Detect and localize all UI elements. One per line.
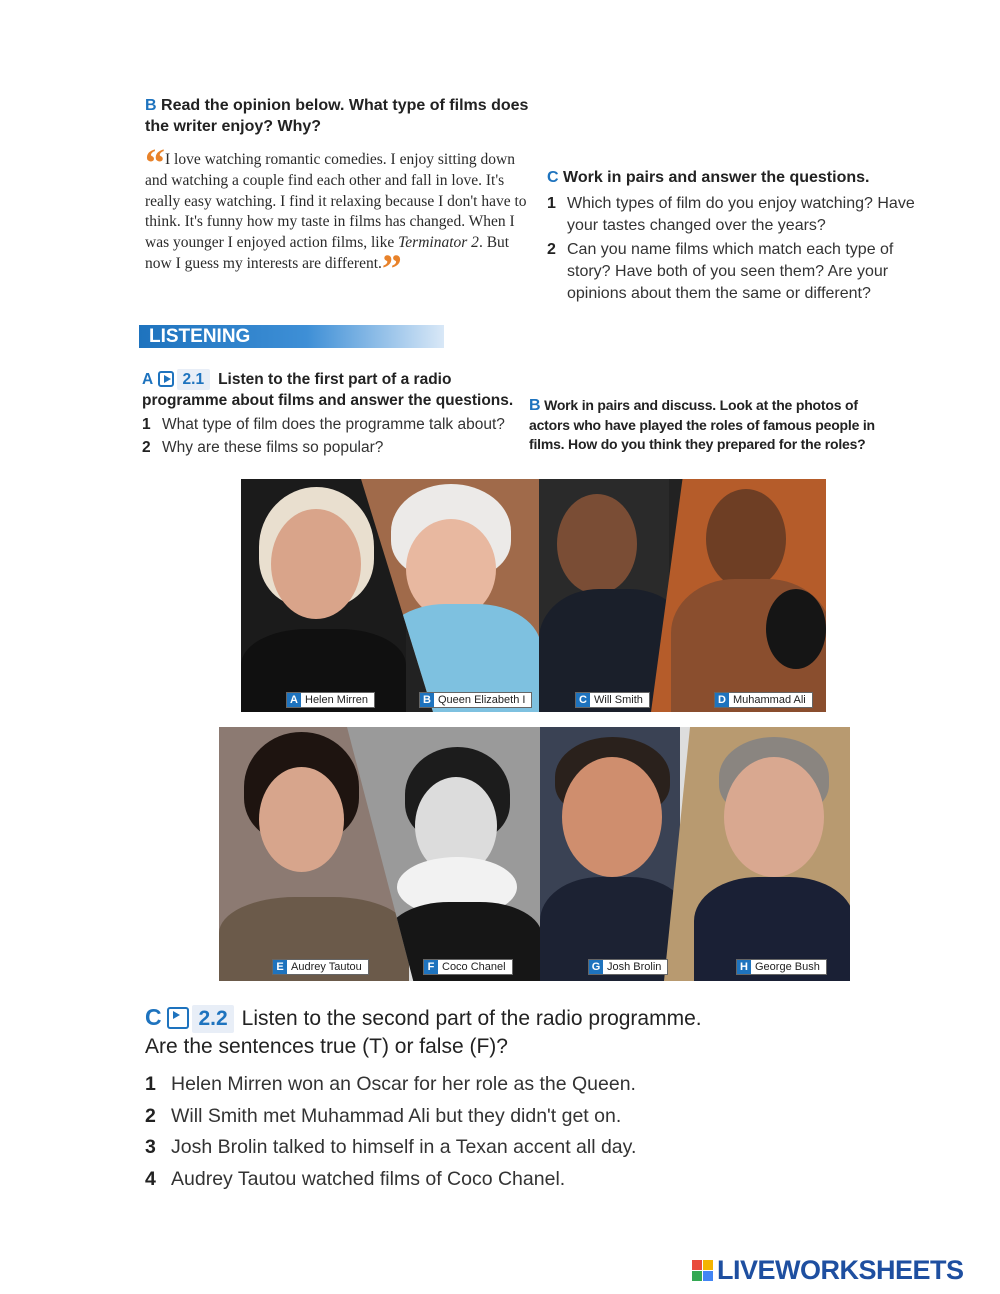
listening-banner bbox=[139, 325, 444, 348]
read-opinion-instruction bbox=[145, 95, 530, 137]
item-number: 2 bbox=[145, 1104, 156, 1127]
list-item bbox=[142, 414, 532, 435]
instruction-text: Listen to the first part of a radio programme about films and answer the questions. bbox=[142, 371, 514, 409]
photo-george-bush bbox=[664, 727, 850, 981]
list-item bbox=[145, 1132, 705, 1164]
section-letter-c: C bbox=[547, 169, 559, 186]
liveworksheets-logo bbox=[692, 1255, 964, 1285]
caption-b: B Queen Elizabeth I bbox=[419, 692, 532, 708]
item-number: 2 bbox=[547, 241, 556, 258]
listening-c-instruction bbox=[145, 1003, 705, 1061]
question-list bbox=[142, 414, 532, 458]
list-item bbox=[145, 1069, 705, 1101]
listening-c-section bbox=[145, 1003, 705, 1195]
audio-track-number: 2.1 bbox=[177, 369, 211, 390]
item-number: 3 bbox=[145, 1136, 156, 1158]
play-audio-icon[interactable] bbox=[167, 1007, 189, 1029]
open-quote-icon: “ bbox=[145, 140, 165, 185]
item-number: 1 bbox=[142, 416, 151, 433]
photo-will-smith bbox=[539, 479, 669, 712]
caption-c: C Will Smith bbox=[575, 692, 650, 708]
quote-film-title: Terminator 2 bbox=[398, 234, 479, 252]
pairs-questions-section bbox=[547, 167, 927, 305]
listening-a-instruction bbox=[142, 369, 532, 411]
brand-name: LIVEWORKSHEETS bbox=[717, 1254, 964, 1285]
close-quote-icon: ” bbox=[381, 245, 402, 291]
quote-text-before: I love watching romantic comedies. I enjoy sitting down and watching a couple find each other and fall in love. It's really easy watching. I find it relaxing because I don't have to think. It's funny how my taste in films has changed. When I was younger I enjoyed action films, like bbox=[145, 151, 527, 252]
section-letter-a: A bbox=[142, 371, 154, 388]
listening-a-section bbox=[142, 369, 532, 458]
instruction-text: Work in pairs and discuss. Look at the photos of actors who have played the roles of famous people in films. How do you think they prepared for the roles? bbox=[529, 397, 875, 452]
list-item bbox=[145, 1164, 705, 1196]
opinion-quote bbox=[145, 140, 530, 291]
caption-g: G Josh Brolin bbox=[588, 959, 668, 975]
item-text: What type of film does the programme talk about? bbox=[162, 416, 505, 433]
true-false-list bbox=[145, 1069, 705, 1195]
photo-row-2 bbox=[219, 727, 850, 981]
instruction-text: Listen to the second part of the radio programme. Are the sentences true (T) or false (F)? bbox=[145, 1007, 702, 1058]
section-letter-c: C bbox=[145, 1004, 162, 1030]
item-text: Audrey Tautou watched films of Coco Chanel. bbox=[171, 1167, 566, 1190]
photo-row-1 bbox=[241, 479, 826, 712]
item-text: Will Smith met Muhammad Ali but they didn't get on. bbox=[171, 1104, 622, 1127]
item-text: Josh Brolin talked to himself in a Texan accent all day. bbox=[171, 1136, 637, 1158]
instruction-text: Work in pairs and answer the questions. bbox=[563, 169, 870, 186]
item-number: 1 bbox=[145, 1073, 156, 1095]
item-text: Why are these films so popular? bbox=[162, 439, 384, 456]
item-text: Can you name films which match each type of story? Have both of you seen them? Are your opinions about them the same or different? bbox=[567, 241, 894, 302]
play-audio-icon[interactable] bbox=[158, 371, 174, 387]
listening-heading: LISTENING bbox=[149, 326, 251, 347]
item-text: Helen Mirren won an Oscar for her role as the Queen. bbox=[171, 1073, 636, 1095]
instruction-text: Read the opinion below. What type of films does the writer enjoy? Why? bbox=[145, 97, 529, 135]
item-number: 1 bbox=[547, 195, 556, 212]
item-number: 2 bbox=[142, 439, 151, 456]
quote-text-after: . But now I guess my interests are different. bbox=[145, 234, 510, 272]
caption-a: A Helen Mirren bbox=[286, 692, 375, 708]
photo-muhammad-ali bbox=[651, 479, 826, 712]
list-item bbox=[145, 1101, 705, 1133]
audio-track-number: 2.2 bbox=[192, 1005, 233, 1033]
logo-blocks-icon bbox=[692, 1260, 713, 1281]
list-item bbox=[547, 239, 927, 305]
photo-josh-brolin bbox=[540, 727, 680, 981]
question-list bbox=[547, 193, 927, 305]
caption-f: F Coco Chanel bbox=[423, 959, 513, 975]
pairs-instruction bbox=[547, 167, 927, 189]
section-letter-b: B bbox=[145, 97, 157, 114]
item-number: 4 bbox=[145, 1167, 156, 1190]
item-text: Which types of film do you enjoy watching? Have your tastes changed over the years? bbox=[567, 195, 915, 234]
listening-b-instruction bbox=[529, 396, 889, 455]
caption-e: E Audrey Tautou bbox=[272, 959, 369, 975]
list-item bbox=[142, 437, 532, 458]
section-letter-b: B bbox=[529, 397, 541, 414]
caption-h: H George Bush bbox=[736, 959, 827, 975]
caption-d: D Muhammad Ali bbox=[714, 692, 813, 708]
list-item bbox=[547, 193, 927, 237]
